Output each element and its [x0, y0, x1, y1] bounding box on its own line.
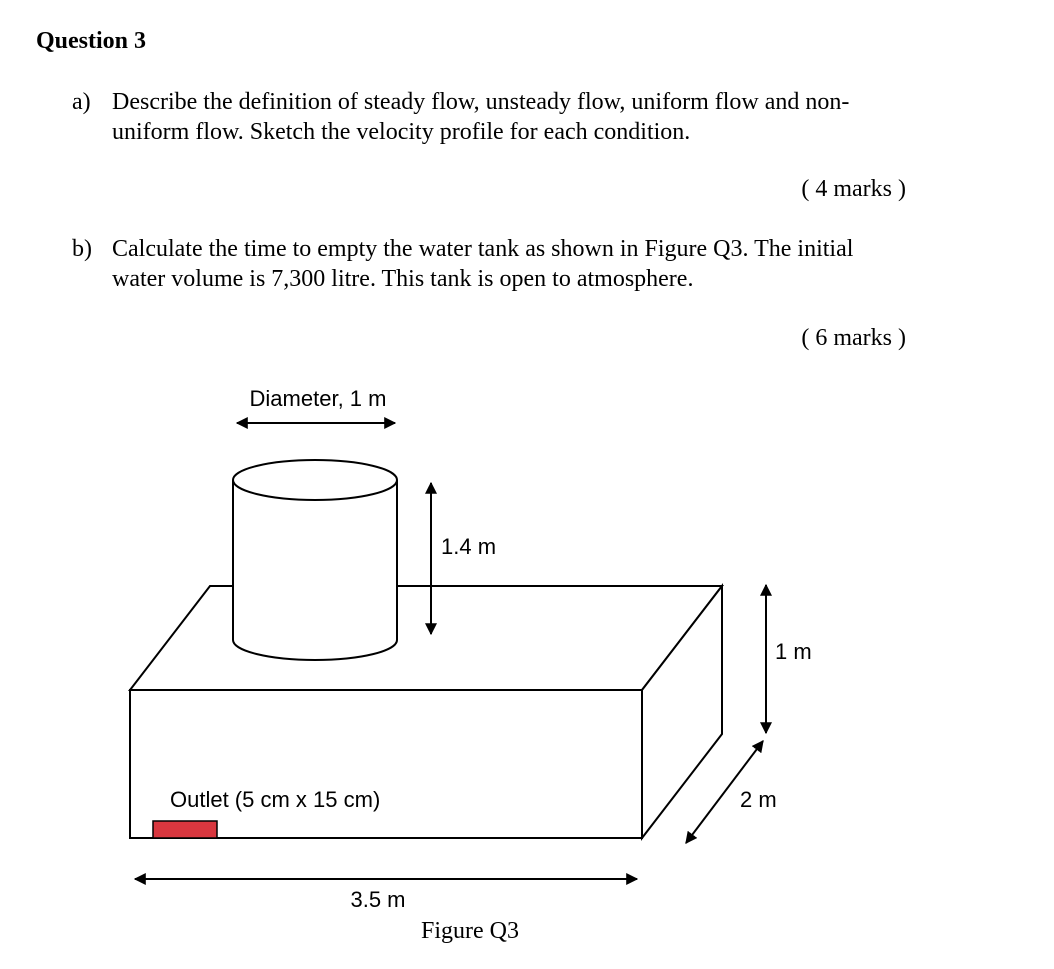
tank-length-label: 3.5 m [350, 887, 406, 912]
outlet-label: Outlet (5 cm x 15 cm) [170, 787, 381, 812]
part-b-text-line-2: water volume is 7,300 litre. This tank is open to atmosphere. [112, 266, 694, 292]
part-a-text-line-1: Describe the definition of steady flow, unsteady flow, uniform flow and non- [112, 89, 850, 115]
cylinder-tank [233, 460, 397, 660]
tank-top-face [130, 586, 722, 690]
cylinder-top [233, 460, 397, 500]
tank-depth-label: 2 m [740, 787, 777, 812]
part-a-label: a) [72, 89, 91, 115]
outlet-rectangle [153, 821, 217, 838]
cylinder-body [233, 480, 397, 660]
tank-front-face [130, 690, 642, 838]
figure-caption: Figure Q3 [421, 918, 519, 944]
question-title: Question 3 [36, 28, 147, 54]
tank-height-label: 1 m [775, 639, 812, 664]
part-b-text-line-1: Calculate the time to empty the water tank as shown in Figure Q3. The initial [112, 236, 854, 262]
diameter-label: Diameter, 1 m [249, 386, 387, 411]
part-b-marks: ( 6 marks ) [801, 325, 906, 351]
cylinder-height-label: 1.4 m [441, 534, 497, 559]
part-b-label: b) [72, 236, 92, 262]
part-a-marks: ( 4 marks ) [801, 176, 906, 202]
part-a-text-line-2: uniform flow. Sketch the velocity profile for each condition. [112, 119, 691, 145]
